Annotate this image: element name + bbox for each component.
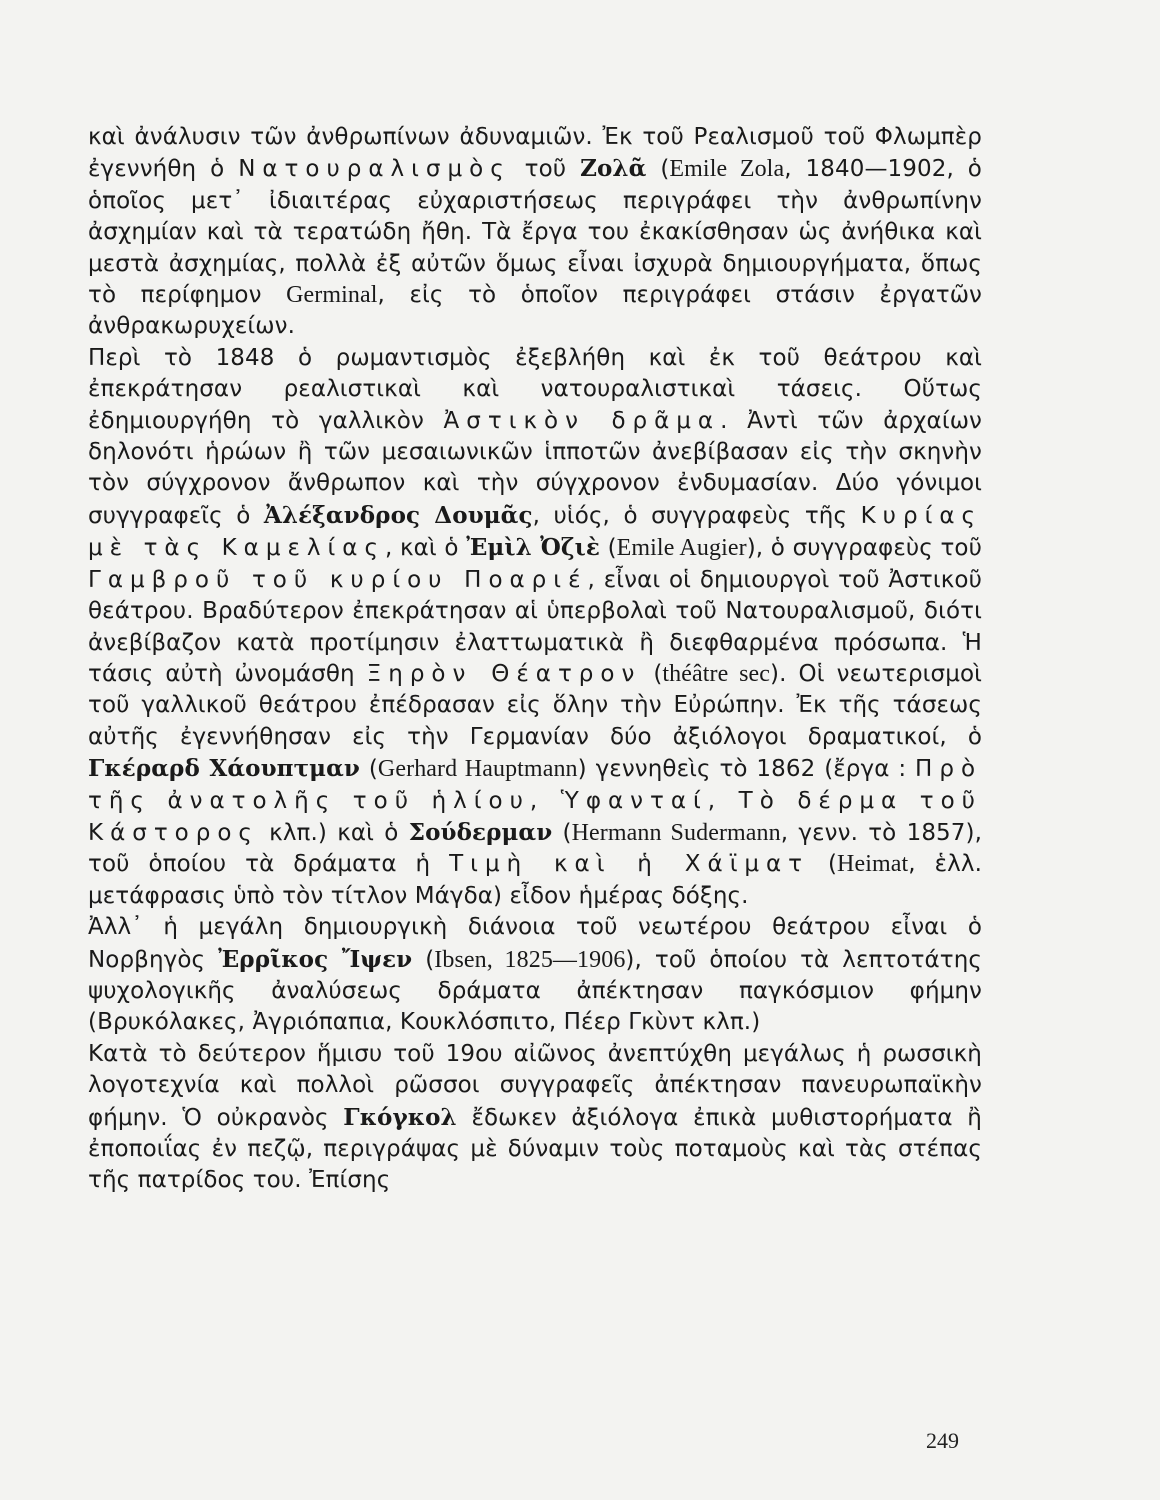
paragraph — [88, 912, 982, 1039]
page-body-text — [88, 122, 982, 1197]
bold-name: Σούδερμαν — [408, 818, 553, 846]
text-run: , 1840—1902, ὁ ὁποῖος μετ᾽ ἰδιαιτέρας εὐχαριστήσεως περιγράφει τὴν ἀνθρωπίνην ἀσχημίαν καὶ τὰ τερατώδη ἤθη. Τὰ ἔργα του ἐκακίσθησαν ὡς ἀνήθικα καὶ μεστὰ ἀσχημίας, πολλὰ ἐξ αὐτῶν ὅμως εἶναι ἰσχυρὰ δημιουργήματα, ὅπως τὸ περίφημον — [88, 156, 982, 309]
paragraph — [88, 343, 982, 912]
latin-name: Heimat — [837, 851, 909, 878]
latin-name: Ibsen, 1825—1906 — [434, 946, 626, 973]
spaced-title: Κυρίας μὲ τὰς Καμελίας — [88, 502, 983, 562]
page-number: 249 — [926, 1428, 959, 1453]
text-run: ( — [809, 851, 838, 878]
bold-name: Ἀλέξανδρος Δουμᾶς — [263, 501, 533, 529]
bold-name: Ἐρρῖκος Ἴψεν — [218, 945, 413, 973]
text-run: . Ἀντὶ τῶν ἀρχαίων δηλονότι ἡρώων ἢ τῶν μεσαιωνικῶν ἱπποτῶν ἀνεβίβασαν εἰς τὴν σκηνὴν τὸν σύγχρονον ἄνθρωπον καὶ τὴν σύγχρονον ἐνδυμασίαν. Δύο γόνιμοι συγγραφεῖς ὁ — [88, 407, 983, 529]
text-run: τοῦ — [510, 156, 581, 183]
latin-name: Emile Augier — [616, 535, 747, 562]
text-run: Περὶ τὸ 1848 ὁ ρωμαντισμὸς ἐξεβλήθη καὶ ἐκ τοῦ θεάτρου καὶ ἐπεκράτησαν ρεαλιστικαὶ καὶ νατουραλιστικαὶ τάσεις. Οὕτως ἐδημιουργήθη τὸ γαλλικὸν — [88, 344, 982, 434]
bold-name: Γκόγκολ — [343, 1103, 457, 1131]
text-run: , γενν. τὸ 1857), τοῦ ὁποίου τὰ δράματα ἡ — [88, 819, 983, 878]
text-run: ) γεννηθεὶς τὸ 1862 (ἔργα : — [577, 756, 916, 783]
text-run: , καὶ ὁ — [384, 535, 467, 562]
spaced-title: Τιμὴ καὶ ἡ Χάϊματ — [449, 851, 810, 878]
spaced-title: Γαμβροῦ τοῦ κυρίου Ποαριέ — [88, 566, 588, 593]
text-run: καὶ ἀνάλυσιν τῶν ἀνθρωπίνων ἀδυναμιῶν. Ἐκ τοῦ Ρεαλισμοῦ τοῦ Φλωμπὲρ ἐγεννήθη ὁ — [88, 124, 982, 183]
bold-name: Ἐμὶλ Ὀζιὲ — [466, 534, 600, 562]
text-run: ). Οἱ νεωτερισμοὶ τοῦ γαλλικοῦ θεάτρου ἐπέδρασαν εἰς ὅλην τὴν Εὐρώπην. Ἐκ τῆς τάσεως αὐτῆς ἐγεννήθησαν εἰς τὴν Γερμανίαν δύο ἀξιόλογοι δραματικοί, ὁ — [88, 660, 983, 750]
spaced-title: Πρὸ τῆς ἀνατολῆς τοῦ ἡλίου, Ὑφανταί, Τὸ δέρμα τοῦ Κάστορος — [88, 756, 983, 846]
text-run: ἔδωκεν ἀξιόλογα ἐπικὰ μυθιστορήματα ἢ ἐποποιΐας ἐν πεζῷ, περιγράψας μὲ δύναμιν τοὺς ποταμοὺς καὶ τὰς στέπας τῆς πατρίδος του. Ἐπίσης — [88, 1104, 982, 1194]
text-run: , εἶναι οἱ δημιουργοὶ τοῦ Ἀστικοῦ θεάτρου. Βραδύτερον ἐπεκράτησαν αἱ ὑπερβολαὶ τοῦ Νατουραλισμοῦ, διότι ἀνεβίβαζον κατὰ προτίμησιν ἐλαττωματικὰ ἢ διεφθαρμένα πρόσωπα. Ἡ τάσις αὐτὴ ὠνομάσθη — [88, 566, 983, 687]
text-run: ( — [599, 535, 617, 562]
spaced-title: Ἀστικὸν δρᾶμα — [443, 407, 721, 434]
text-run: κλπ.) καὶ ὁ — [258, 819, 409, 846]
text-run: Κατὰ τὸ δεύτερον ἥμισυ τοῦ 19ου αἰῶνος ἀνεπτύχθη μεγάλως ἡ ρωσσικὴ λογοτεχνία καὶ πολλοὶ ρῶσσοι συγγραφεῖς ἀπέκτησαν πανευρωπαϊκὴν φήμην. Ὁ οὐκρανὸς — [88, 1040, 982, 1131]
text-run: ( — [641, 660, 663, 687]
spaced-title: Ξηρὸν Θέατρον — [366, 660, 642, 687]
text-run: , ἑλλ. μετάφρασις ὑπὸ τὸν τίτλον Μάγδα) εἶδον ἡμέρας δόξης. — [88, 851, 982, 909]
bold-name: Γκέραρδ Χάουπτμαν — [88, 755, 360, 783]
latin-name: Germinal — [286, 282, 378, 309]
text-run: Ἀλλ᾽ ἡ μεγάλη δημιουργικὴ διάνοια τοῦ νεωτέρου θεάτρου εἶναι ὁ Νορβηγὸς — [88, 914, 982, 973]
paragraph — [88, 122, 982, 343]
latin-name: Gerhard Hauptmann — [377, 756, 578, 783]
paragraph — [88, 1039, 982, 1197]
latin-name: Emile Zola — [669, 156, 785, 183]
text-run: ), ὁ συγγραφεὺς τοῦ — [746, 535, 982, 562]
latin-name: théâtre sec — [662, 660, 771, 687]
text-run: ), τοῦ ὁποίου τὰ λεπτοτάτης ψυχολογικῆς ἀναλύσεως δράματα ἀπέκτησαν παγκόσμιον φήμην (Βρυκόλακες, Ἀγριόπαπια, Κουκλόσπιτο, Πέερ Γκὺντ κλπ.) — [88, 946, 982, 1036]
text-run: ( — [552, 819, 572, 846]
text-run: ( — [412, 946, 435, 973]
bold-name: Ζολᾶ — [580, 155, 647, 183]
latin-name: Hermann Sudermann — [571, 819, 781, 846]
text-run: ( — [359, 756, 378, 783]
text-run: ( — [646, 156, 670, 183]
spaced-title: Νατουραλισμὸς — [238, 156, 511, 183]
text-run: , εἰς τὸ ὁποῖον περιγράφει στάσιν ἐργατῶν ἀνθρακωρυχείων. — [88, 282, 983, 340]
text-run: , υἱός, ὁ συγγραφεὺς τῆς — [532, 502, 861, 529]
